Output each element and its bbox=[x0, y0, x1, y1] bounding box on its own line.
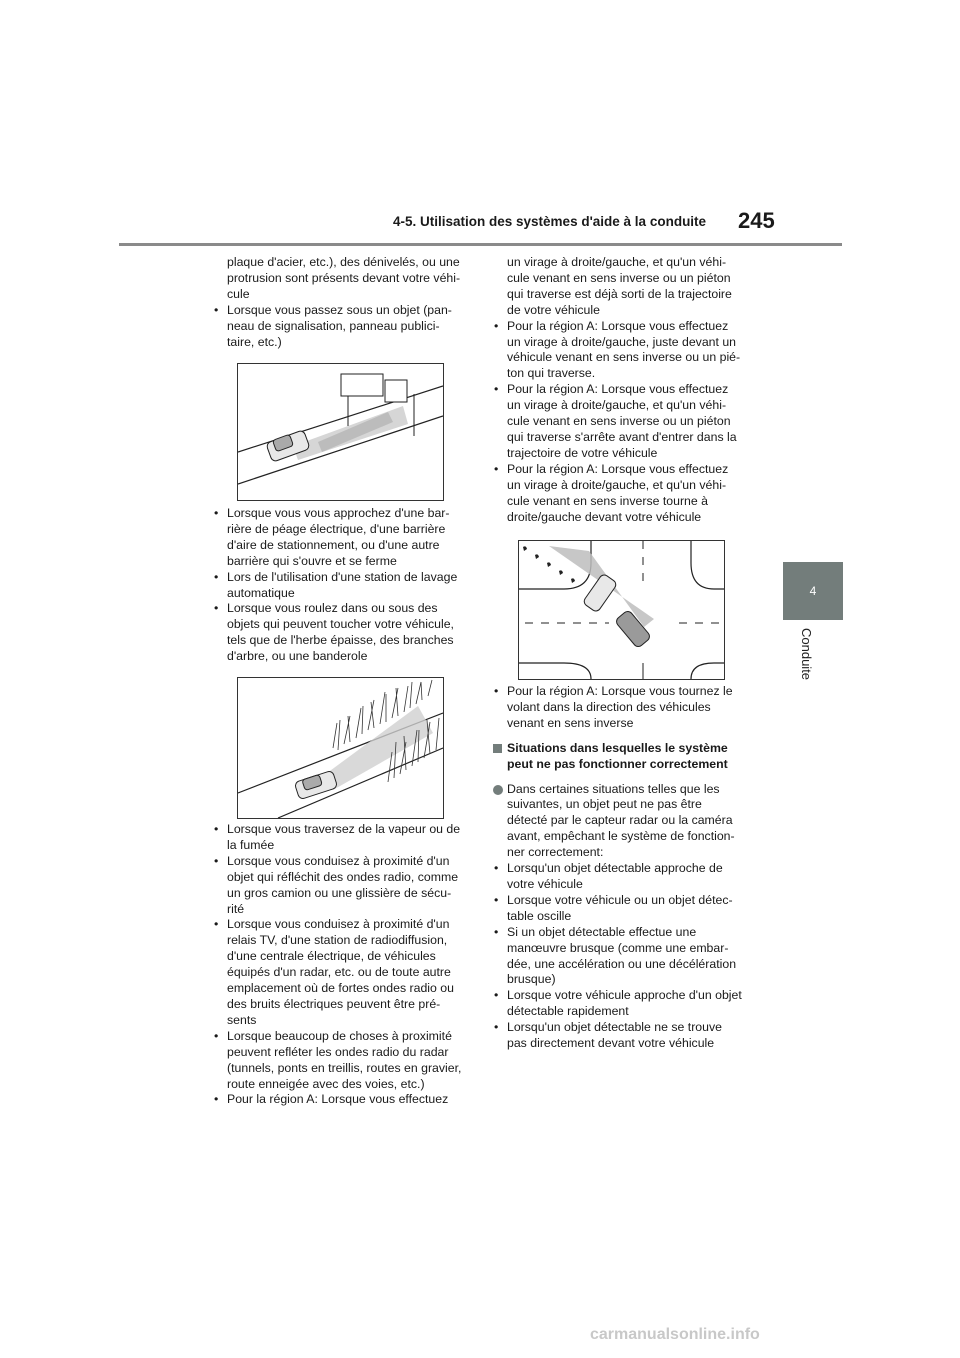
text-line: • Lorsque beaucoup de choses à proximité bbox=[227, 1028, 452, 1043]
text-line: • Pour la région A: Lorsque vous tournez le bbox=[507, 684, 733, 698]
intersection-illustration bbox=[519, 541, 724, 679]
text-line: des bruits électriques peuvent être pré- bbox=[227, 996, 441, 1011]
text-line: objet qui réfléchit des ondes radio, comme bbox=[227, 869, 459, 884]
text-line: • Lors de l'utilisation d'une station de lavage bbox=[227, 569, 458, 584]
text-line: • Lorsque vous roulez dans ou sous des bbox=[227, 601, 438, 616]
list-item bbox=[213, 917, 483, 1028]
text-line: • Lorsque vous traversez de la vapeur ou de bbox=[227, 822, 461, 836]
list-item bbox=[213, 1029, 483, 1093]
chapter-tab[interactable] bbox=[783, 562, 843, 620]
watermark: carmanualsonline.info bbox=[590, 1326, 760, 1343]
right-column-block2 bbox=[493, 684, 765, 1052]
text-line: brusque) bbox=[507, 972, 556, 987]
list-item bbox=[493, 893, 765, 925]
text-line: • Pour la région A: Lorsque vous effectuez bbox=[507, 382, 729, 397]
text-line: • Pour la région A: Lorsque vous effectuez bbox=[227, 1092, 449, 1107]
intro-paragraph bbox=[493, 782, 765, 862]
text-line: pas directement devant votre véhicule bbox=[507, 1036, 715, 1051]
text-line: détecté par le capteur radar ou la caméra bbox=[507, 813, 733, 828]
text-line: tels que de l'herbe épaisse, des branches bbox=[227, 633, 454, 648]
text-line: cule venant en sens inverse tourne à bbox=[507, 493, 708, 508]
text-line: • Lorsqu'un objet détectable approche de bbox=[507, 861, 723, 876]
text-line: d'aire de stationnement, ou d'une autre bbox=[227, 537, 440, 552]
text-line: cule venant en sens inverse ou un piéton bbox=[507, 414, 731, 429]
text-line: • Pour la région A: Lorsque vous effectuez bbox=[507, 318, 729, 333]
figure-overhead-sign bbox=[237, 363, 444, 501]
text-line: rière de péage électrique, d'une barrière bbox=[227, 521, 446, 536]
text-line: dée, une accélération ou une décélération bbox=[507, 956, 737, 971]
text-line: automatique bbox=[227, 585, 295, 600]
left-column-block2 bbox=[213, 506, 483, 665]
text-line: détectable rapidement bbox=[507, 1004, 629, 1019]
list-item bbox=[493, 319, 765, 383]
text-line: • Lorsque vous passez sous un objet (pan- bbox=[227, 302, 452, 317]
list-item bbox=[493, 462, 765, 526]
text-line: objets qui peuvent toucher votre véhicule, bbox=[227, 617, 454, 632]
text-line: • Si un objet détectable effectue une bbox=[507, 924, 697, 939]
text-line: taire, etc.) bbox=[227, 334, 282, 349]
overhead-sign-illustration bbox=[238, 364, 443, 500]
text-line: relais TV, d'une station de radiodiffusion, bbox=[227, 933, 448, 948]
text-line: plaque d'acier, etc.), des dénivelés, ou une bbox=[227, 255, 460, 269]
left-text-intro bbox=[213, 255, 483, 350]
text-line: protrusion sont présents devant votre véhi- bbox=[227, 270, 461, 285]
text-line: droite/gauche devant votre véhicule bbox=[507, 509, 702, 524]
heading-line: peut ne pas fonctionner correctement bbox=[507, 756, 728, 771]
page-number: 245 bbox=[738, 208, 775, 233]
text-line: qui traverse est déjà sorti de la trajectoire bbox=[507, 286, 732, 301]
text-line: d'arbre, ou une banderole bbox=[227, 649, 368, 664]
text-line: Dans certaines situations telles que les bbox=[507, 781, 720, 796]
circle-bullet-icon bbox=[493, 785, 503, 795]
left-column bbox=[213, 255, 483, 350]
heading-square-icon bbox=[493, 744, 502, 753]
chapter-number: 4 bbox=[809, 584, 817, 598]
text-line: • Lorsque votre véhicule ou un objet détec- bbox=[507, 892, 733, 907]
text-line: un gros camion ou une glissière de sécu- bbox=[227, 885, 452, 900]
text-line: votre véhicule bbox=[507, 876, 583, 891]
text-line: trajectoire de votre véhicule bbox=[507, 445, 658, 460]
text-line: qui traverse s'arrête avant d'entrer dans la bbox=[507, 429, 737, 444]
text-line: • Lorsque vous vous approchez d'une bar- bbox=[227, 506, 450, 520]
text-line: • Pour la région A: Lorsque vous effectuez bbox=[507, 461, 729, 476]
text-line: avant, empêchant le système de fonction- bbox=[507, 829, 735, 844]
text-line: • Lorsqu'un objet détectable ne se trouve bbox=[507, 1020, 722, 1035]
text-line: un virage à droite/gauche, et qu'un véhi- bbox=[507, 398, 727, 413]
text-line: de votre véhicule bbox=[507, 302, 600, 317]
text-line: manœuvre brusque (comme une embar- bbox=[507, 940, 729, 955]
text-line: ner correctement: bbox=[507, 845, 604, 860]
text-line: volant dans la direction des véhicules bbox=[507, 699, 711, 714]
text-line: équipés d'un radar, etc. ou de toute autre bbox=[227, 965, 451, 980]
tall-grass-illustration bbox=[238, 678, 443, 818]
list-item bbox=[493, 861, 765, 893]
list-item bbox=[213, 506, 483, 570]
list-item bbox=[213, 854, 483, 918]
text-line: route enneigée avec des voies, etc.) bbox=[227, 1076, 425, 1091]
list-item bbox=[213, 601, 483, 665]
text-line: véhicule venant en sens inverse ou un pié- bbox=[507, 350, 741, 365]
text-line: cule bbox=[227, 286, 250, 301]
text-line: suivantes, un objet peut ne pas être bbox=[507, 797, 702, 812]
text-line: un virage à droite/gauche, juste devant un bbox=[507, 334, 737, 349]
figure-intersection-turn bbox=[518, 540, 725, 680]
text-line: la fumée bbox=[227, 837, 275, 852]
header-divider bbox=[119, 243, 842, 246]
text-line: table oscille bbox=[507, 908, 572, 923]
section-heading bbox=[493, 741, 765, 773]
list-item bbox=[213, 570, 483, 602]
right-column bbox=[493, 255, 765, 525]
list-item bbox=[493, 382, 765, 462]
figure-tall-grass bbox=[237, 677, 444, 819]
text-line: • Lorsque vous conduisez à proximité d'un bbox=[227, 917, 450, 932]
list-item bbox=[213, 822, 483, 854]
text-line: emplacement où de fortes ondes radio ou bbox=[227, 981, 454, 996]
list-item bbox=[493, 1020, 765, 1052]
list-item bbox=[213, 303, 483, 351]
text-line: d'une centrale électrique, de véhicules bbox=[227, 949, 436, 964]
section-title: 4-5. Utilisation des systèmes d'aide à la conduite bbox=[393, 214, 707, 229]
text-line: neau de signalisation, panneau publici- bbox=[227, 318, 440, 333]
text-line: • Lorsque votre véhicule approche d'un objet bbox=[507, 988, 742, 1003]
text-line: venant en sens inverse bbox=[507, 715, 634, 730]
text-line: ton qui traverse. bbox=[507, 366, 596, 381]
text-line: sents bbox=[227, 1012, 257, 1027]
text-line: (tunnels, ponts en treillis, routes en gravier, bbox=[227, 1060, 462, 1075]
text-line: un virage à droite/gauche, et qu'un véhi- bbox=[507, 477, 727, 492]
list-item bbox=[213, 1092, 483, 1108]
left-column-block3 bbox=[213, 822, 483, 1108]
list-item bbox=[493, 684, 765, 732]
text-line: rité bbox=[227, 901, 245, 916]
heading-line: Situations dans lesquelles le système bbox=[507, 740, 728, 755]
list-item bbox=[493, 988, 765, 1020]
text-line: un virage à droite/gauche, et qu'un véhi- bbox=[507, 255, 727, 269]
list-item bbox=[493, 925, 765, 989]
text-line: • Lorsque vous conduisez à proximité d'un bbox=[227, 853, 450, 868]
text-line: peuvent refléter les ondes radio du radar bbox=[227, 1044, 449, 1059]
text-line: barrière qui s'ouvre et se ferme bbox=[227, 553, 397, 568]
text-line: cule venant en sens inverse ou un piéton bbox=[507, 270, 731, 285]
chapter-label: Conduite bbox=[799, 628, 814, 681]
